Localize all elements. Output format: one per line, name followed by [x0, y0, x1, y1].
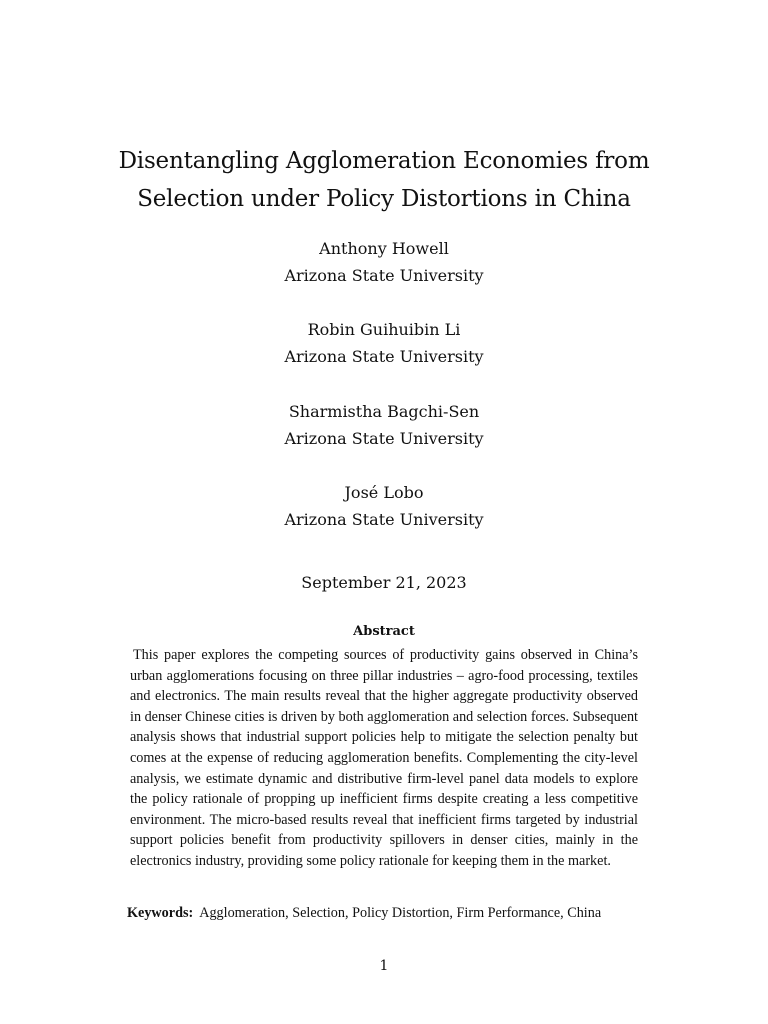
- title-line-1: Disentangling Agglomeration Economies from: [118, 148, 650, 174]
- page-number: 1: [379, 958, 389, 974]
- paper-title: [0, 142, 768, 218]
- author-name: Robin Guihuibin Li: [307, 320, 461, 339]
- author-affiliation: Arizona State University: [284, 266, 484, 285]
- publication-date: September 21, 2023: [301, 573, 467, 592]
- author-block: [0, 235, 768, 289]
- title-line-2: Selection under Policy Distortions in China: [137, 186, 631, 212]
- author-name: Anthony Howell: [319, 239, 449, 258]
- keywords-label: Keywords:: [127, 905, 194, 921]
- author-affiliation: Arizona State University: [284, 347, 484, 366]
- keywords-text: Agglomeration, Selection, Policy Distortion, Firm Performance, China: [199, 905, 602, 921]
- author-name: José Lobo: [344, 483, 424, 502]
- keywords-line: [127, 903, 647, 923]
- author-affiliation: Arizona State University: [284, 429, 484, 448]
- author-block: [0, 398, 768, 452]
- abstract-heading: Abstract: [353, 624, 415, 639]
- abstract-text: This paper explores the competing sources of productivity gains observed in China’s urban agglomerations focusing on three pillar industries – agro-food processing, textiles and electronics. The main results reveal that the higher aggregate productivity observed in denser Chinese cities is driven by both agglomeration and selection forces. Subsequent analysis shows that industrial support policies help to mitigate the selection penalty but comes at the expense of reducing agglomeration benefits. Complementing the city-level analysis, we estimate dynamic and distributive firm-level panel data models to explore the policy rationale of propping up inefficient firms despite creating a less competitive environment. The micro-based results reveal that inefficient firms targeted by industrial support policies benefit from productivity spillovers in denser cities, mainly in the electronics industry, providing some policy rationale for keeping them in the market.: [130, 647, 638, 869]
- author-block: [0, 316, 768, 370]
- author-affiliation: Arizona State University: [284, 510, 484, 529]
- author-name: Sharmistha Bagchi-Sen: [288, 402, 480, 421]
- author-block: [0, 479, 768, 533]
